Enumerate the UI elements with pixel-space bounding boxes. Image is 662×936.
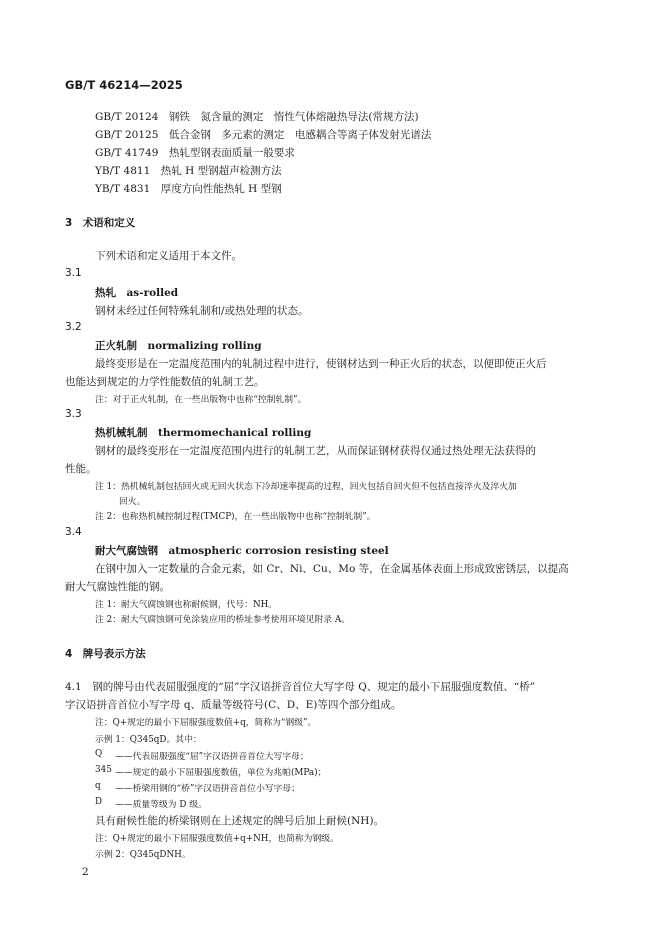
term-definition: 耐大气腐蚀性能的钢。 [65,581,170,593]
example: 示例 1：Q345qD。其中： [95,735,202,745]
document-header: GB/T 46214—2025 [65,78,183,92]
reference-item: GB/T 41749 热轧型钢表面质量一般要求 [95,147,295,159]
note: 注：Q+规定的最小下屈服强度数值+q，简称为“钢级”。 [95,718,317,728]
term-title: 热轧 as-rolled [95,287,179,299]
page-number: 2 [82,866,89,878]
note: 注 1：热机械轧制包括回火或无回火状态下冷却速率提高的过程，回火包括自回火但不包括直接淬火及淬火加 [95,482,517,492]
clause-number: 3.2 [65,321,82,333]
legend-symbol: Q [95,749,103,759]
term-title: 热机械轧制 thermomechanical rolling [95,427,312,439]
legend-symbol: D [95,797,103,807]
section-intro: 下列术语和定义适用于本文件。 [95,250,242,262]
paragraph: 4.1 钢的牌号由代表屈服强度的“屈”字汉语拼音首位大写字母 Q、规定的最小下屈服强度数值、“桥” [65,681,536,693]
term-definition: 最终变形是在一定温度范围内的轧制过程中进行，使钢材达到一种正火后的状态，以便即使正火后 [95,358,547,370]
note: 注 2：耐大气腐蚀钢可免涂装应用的桥址参考使用环境见附录 A。 [95,615,351,625]
legend-description: ——规定的最小下屈服强度数值，单位为兆帕(MPa)； [115,768,327,778]
reference-item: YB/T 4811 热轧 H 型钢超声检测方法 [95,165,282,177]
legend-symbol: 345 [95,765,112,775]
term-definition: 在钢中加入一定数量的合金元素，如 Cr、Ni、Cu、Mo 等，在金属基体表面上形成致密锈层，以提高 [95,563,569,575]
legend-description: ——质量等级为 D 级。 [115,800,207,810]
section-heading: 3 术语和定义 [65,217,136,229]
legend-symbol: q [95,781,101,791]
paragraph: 具有耐候性能的桥梁钢则在上述规定的牌号后加上耐候(NH)。 [95,815,385,827]
legend-description: ——代表屈服强度“屈”字汉语拼音首位大写字母； [115,752,309,762]
paragraph: 字汉语拼音首位小写字母 q、质量等级符号(C、D、E)等四个部分组成。 [65,699,402,711]
term-title: 正火轧制 normalizing rolling [95,340,262,352]
note: 注 1：耐大气腐蚀钢也称耐候钢，代号：NH。 [95,600,278,610]
term-definition: 钢材未经过任何特殊轧制和/或热处理的状态。 [95,305,309,317]
clause-number: 3.1 [65,267,82,279]
note: 注：Q+规定的最小下屈服强度数值+q+NH，也简称为钢级。 [95,834,339,844]
example: 示例 2：Q345qDNH。 [95,850,191,860]
note: 注 2：也称热机械控制过程(TMCP)，在一些出版物中也称“控制轧制”。 [95,512,376,522]
clause-number: 3.3 [65,408,82,420]
note: 回火。 [119,497,146,507]
reference-item: GB/T 20125 低合金钢 多元素的测定 电感耦合等离子体发射光谱法 [95,129,432,141]
reference-item: GB/T 20124 钢铁 氮含量的测定 惰性气体熔融热导法(常规方法) [95,111,419,123]
legend-description: ——桥梁用钢的“桥”字汉语拼音首位小写字母； [115,784,300,794]
reference-item: YB/T 4831 厚度方向性能热轧 H 型钢 [95,183,282,195]
term-definition: 也能达到规定的力学性能数值的轧制工艺。 [65,376,265,388]
note: 注：对于正火轧制，在一些出版物中也称“控制轧制”。 [95,395,307,405]
term-title: 耐大气腐蚀钢 atmospheric corrosion resisting steel [95,545,389,557]
term-definition: 钢材的最终变形在一定温度范围内进行的轧制工艺，从而保证钢材获得仅通过热处理无法获得的 [95,445,536,457]
section-heading: 4 牌号表示方法 [65,648,146,660]
term-definition: 性能。 [65,463,97,475]
clause-number: 3.4 [65,526,82,538]
